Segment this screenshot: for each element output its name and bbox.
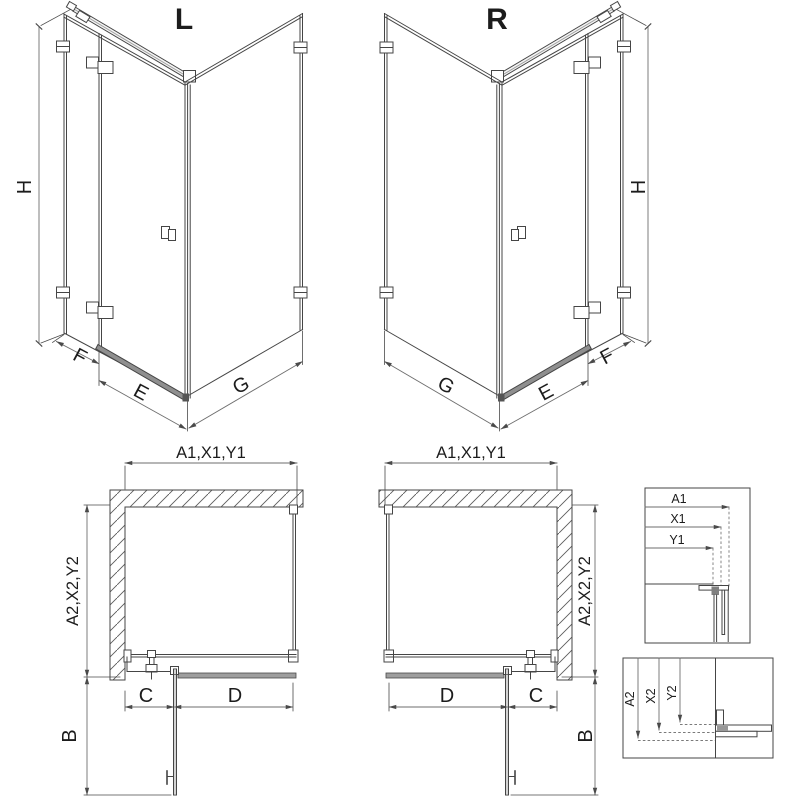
dim-label-door-right: E bbox=[535, 379, 558, 406]
detail-label-y1: Y1 bbox=[669, 533, 685, 547]
dim-label-hinge-seg-right: C bbox=[528, 685, 544, 707]
dim-label-depth-chain-left: A2,X2,Y2 bbox=[64, 556, 82, 626]
dim-label-width-chain-left: A1,X1,Y1 bbox=[176, 444, 246, 462]
dim-label-hinge-seg-left: C bbox=[138, 685, 154, 707]
detail-label-a2: A2 bbox=[623, 691, 637, 707]
dim-label-swing-left: B bbox=[59, 729, 81, 743]
dim-label-swing-right: B bbox=[575, 729, 597, 743]
dim-label-width-chain-right: A1,X1,Y1 bbox=[436, 444, 506, 462]
dim-label-fixed-left: F bbox=[69, 344, 91, 370]
detail-label-x2: X2 bbox=[644, 688, 658, 704]
detail-box-depth bbox=[623, 658, 773, 758]
wall-hatching bbox=[110, 490, 572, 680]
variant-label-right: R bbox=[486, 3, 508, 36]
dim-label-door-seg-right: D bbox=[439, 685, 455, 707]
dim-label-side-right: G bbox=[433, 372, 458, 400]
dim-label-height-right: H bbox=[628, 179, 650, 195]
dim-label-fixed-right: F bbox=[596, 344, 618, 370]
detail-label-a1: A1 bbox=[671, 492, 687, 506]
dim-label-height-left: H bbox=[14, 179, 36, 195]
dim-label-door-left: E bbox=[129, 379, 152, 406]
dim-label-depth-chain-right: A2,X2,Y2 bbox=[576, 556, 594, 626]
detail-box-width bbox=[645, 488, 750, 643]
variant-label-left: L bbox=[174, 3, 194, 36]
dim-label-side-left: G bbox=[229, 372, 254, 400]
detail-label-x1: X1 bbox=[670, 512, 686, 526]
dim-label-door-seg-left: D bbox=[227, 685, 243, 707]
detail-label-y2: Y2 bbox=[665, 685, 679, 701]
